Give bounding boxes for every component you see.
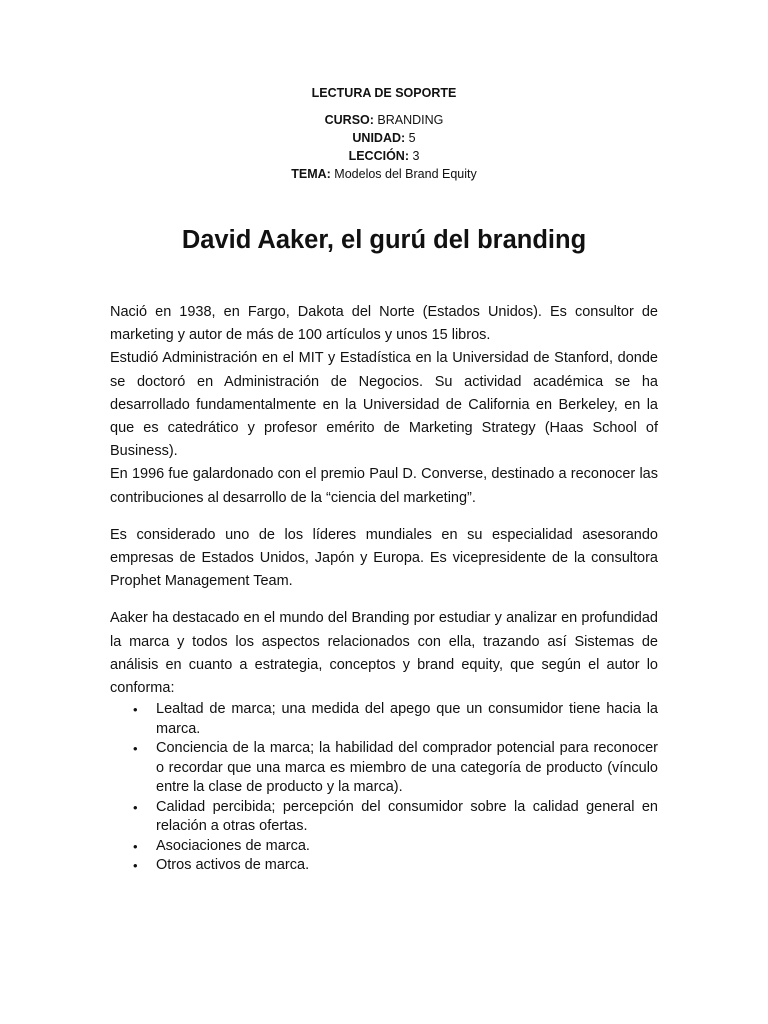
paragraph-education: Estudió Administración en el MIT y Estadística en la Universidad de Stanford, donde se doctoró en Administración de Negocios. Su actividad académica se ha desarrollado fundamentalmente en la Universidad de California en Berkeley, en la que es catedrático y profesor emérito de Marketing Strategy (Haas School of Business). xyxy=(110,350,658,460)
list-item-text: Calidad percibida; percepción del consumidor sobre la calidad general en relación a otras ofertas. xyxy=(156,798,658,835)
list-item xyxy=(110,856,658,876)
list-item-text: Asociaciones de marca. xyxy=(156,837,310,854)
unidad-key: UNIDAD: xyxy=(352,131,406,145)
tema-key: TEMA: xyxy=(291,167,331,181)
tema-line xyxy=(0,165,768,183)
paragraph-leadership: Es considerado uno de los líderes mundiales en su especialidad asesorando empresas de Estados Unidos, Japón y Europa. Es vicepresidente de la consultora Prophet Management Team. xyxy=(110,526,658,590)
list-item-text: Conciencia de la marca; la habilidad del comprador potencial para reconocer o recordar que una marca es miembro de una categoría de producto (vínculo entre la clase de producto y la marca). xyxy=(156,740,658,796)
document-header xyxy=(0,84,768,183)
unidad-value: 5 xyxy=(408,131,416,145)
bullet-icon: • xyxy=(133,702,138,718)
list-item xyxy=(110,837,658,857)
leccion-key: LECCIÓN: xyxy=(348,149,409,163)
list-item xyxy=(110,700,658,739)
list-item xyxy=(110,739,658,798)
list-item-text: Lealtad de marca; una medida del apego que un consumidor tiene hacia la marca. xyxy=(156,701,658,737)
list-item-text: Otros activos de marca. xyxy=(156,857,310,874)
leccion-value: 3 xyxy=(412,149,420,163)
page-title: David Aaker, el gurú del branding xyxy=(181,226,587,254)
bullet-icon: • xyxy=(133,858,138,874)
bullet-icon: • xyxy=(133,741,138,757)
brand-equity-list xyxy=(110,700,658,876)
curso-line xyxy=(0,111,768,129)
paragraph-birth: Nació en 1938, en Fargo, Dakota del Norte (Estados Unidos). Es consultor de marketing y autor de más de 100 artículos y unos 15 libros. xyxy=(110,304,658,344)
list-item xyxy=(110,798,658,837)
paragraph-award: En 1996 fue galardonado con el premio Paul D. Converse, destinado a reconocer las contribuciones al desarrollo de la “ciencia del marketing”. xyxy=(110,466,658,506)
unidad-line xyxy=(0,129,768,147)
bullet-icon: • xyxy=(133,799,138,815)
bullet-icon: • xyxy=(133,838,138,854)
curso-value: BRANDING xyxy=(377,113,444,127)
paragraph-branding: Aaker ha destacado en el mundo del Branding por estudiar y analizar en profundidad la marca y todos los aspectos relacionados con ella, trazando así Sistemas de análisis en cuanto a estrategia, conceptos y brand equity, que según el autor lo conforma: xyxy=(110,610,658,697)
support-label: LECTURA DE SOPORTE xyxy=(311,86,457,100)
document-body xyxy=(110,301,658,876)
leccion-line xyxy=(0,147,768,165)
tema-value: Modelos del Brand Equity xyxy=(334,167,477,181)
curso-key: CURSO: xyxy=(324,113,374,127)
